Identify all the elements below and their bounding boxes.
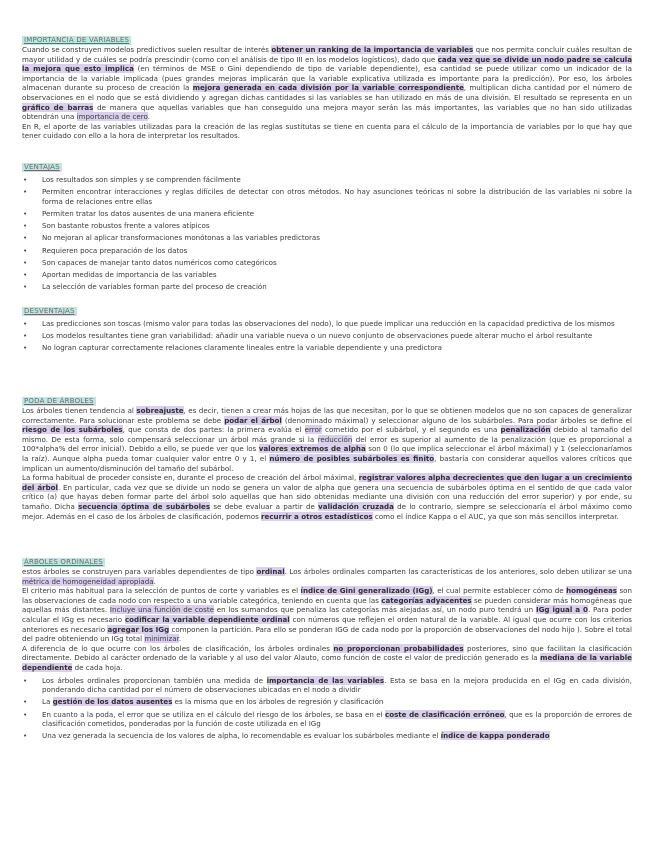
text-run: , multiplican dicha cantidad por el número de observaciones en el nodo que se está dividiendo y agregan dichas cantidades si las variables se han utilizado en más de una división. El resultado se representa en un — [22, 83, 632, 102]
list-item — [22, 233, 632, 243]
text-run: de lo contrario, siempre se seleccionaría el árbol máximo como mejor. Además en el caso de los árboles de clasificación, podemos — [22, 501, 632, 521]
bullet-list — [22, 175, 632, 292]
highlighted-text: registrar valores alpha decrecientes que den lugar a un crecimiento del árbol — [22, 473, 632, 492]
highlighted-text: gráfico de barras — [22, 102, 94, 112]
text-run: se pueden considerar más homogéneas que aquellas más distantes. — [22, 595, 632, 615]
highlighted-text: mejora generada en cada división por la variable correspondiente — [192, 83, 464, 93]
text-run: . Para poder calcular el IGg es necesario — [22, 605, 632, 624]
text-run: Requieren poca preparación de los datos — [42, 245, 188, 255]
section-poda — [22, 396, 632, 521]
text-run: , que consta de dos partes: la primera evalúa el — [122, 425, 305, 435]
paragraph — [22, 586, 632, 644]
section-importancia — [22, 35, 632, 141]
text-run: No mejoran al aplicar transformaciones monótonas a las variables predictoras — [42, 233, 320, 243]
text-run: , bastaría con considerar aquellos valores críticos que implican un aumento/disminución del tamaño del subárbol. — [22, 453, 633, 473]
highlighted-text: podar el árbol — [224, 415, 282, 425]
text-run: en los sumandos que penaliza las categorías más alejadas así, un nodo puro tendrá un — [213, 605, 536, 615]
text-run: La forma habitual de proceder consiste en, durante el proceso de creación del árbol máximal, — [22, 473, 359, 483]
list-item — [22, 319, 632, 329]
highlighted-text: coste de clasificación erróneo — [384, 709, 505, 719]
highlighted-text: IGg igual a 0 — [535, 605, 588, 615]
text-run: cometido por el subárbol, y el segundo es una — [321, 425, 501, 435]
paragraph — [22, 406, 632, 473]
highlighted-text: ordinal — [256, 567, 285, 576]
text-run: que nos permita concluir cuáles resultan de mayor utilidad y de cuáles se podría prescindir (como con el análisis de tipo III en los modelos logísticos), dado que — [22, 45, 632, 64]
paragraph — [22, 473, 632, 521]
text-run: es la misma que en los árboles de regresión y clasificación — [172, 697, 384, 707]
list-item — [22, 710, 632, 729]
highlighted-text: error — [304, 425, 322, 435]
section-heading: ÁRBOLES ORDINALES — [24, 558, 103, 566]
text-run: . En particular, cada vez que se divide un nodo se genera un valor de alpha que genera una secuencia de subárboles óptima en el sentido de que cada valor crítico (a) que hayas deben formar parte del árbol solo aquellas que han sido obtenidas mediante una división con una reducción del error superior) y por ende, su tamaño. Dicha — [22, 482, 632, 511]
highlighted-text: penalización — [500, 425, 551, 435]
text-run: . — [178, 634, 182, 644]
list-item — [22, 697, 632, 707]
highlighted-text: no proporcionan probabilidades — [333, 643, 464, 653]
text-run: de cada hoja. — [72, 662, 123, 672]
text-run: se debe evaluar a partir de — [210, 501, 319, 511]
text-run: , el cual permite establecer cómo de — [432, 586, 567, 596]
list-item — [22, 343, 632, 353]
list-item — [22, 282, 632, 292]
highlighted-text: riesgo de los subárboles — [22, 425, 123, 435]
highlighted-text: valores extremos de alpha — [258, 444, 366, 454]
section-heading: VENTAJAS — [24, 163, 60, 171]
list-item — [22, 258, 632, 268]
text-run: como el índice Kappa o el AUC, ya que son más sencillos interpretar. — [372, 511, 619, 521]
paragraph — [22, 122, 632, 141]
text-run: En cuanto a la poda, el error que se utiliza en el cálculo del riesgo de los árboles, se basa en el — [42, 709, 385, 719]
text-run: de manera que aquellas variables que han conseguido una mejora mayor serán las más importantes, las variables que no han sido utilizadas obtendrán una — [22, 102, 632, 122]
text-run: En R, el aporte de las variables utilizadas para la creación de las reglas sustitutas se tiene en cuenta para el cálculo de la importancia de variables por lo que hay que tener cuidado con ello a la hora de interpretar los resultados. — [22, 121, 632, 141]
list-item — [22, 187, 632, 206]
highlighted-text: recurrir a otros estadísticos — [261, 511, 373, 521]
highlighted-text: agregar los IGg — [107, 624, 170, 634]
text-run: Cuando se construyen modelos predictivos suelen resultar de interés — [22, 45, 272, 54]
text-run: estos árboles se construyen para variables dependientes de tipo — [22, 567, 257, 576]
text-run: (en términos de MSE o Gini dependiendo de tipo de variable dependiente), esa cantidad se puede utilizar como un indicador de la importancia de la variable implicada (pues grandes mejoras implicarán que la variable explicativa utilizada es importante para la predicción). Por eso, los árboles almacenan durante su proceso de creación la — [22, 64, 632, 93]
text-run: . Los árboles ordinales comparten las características de los anteriores, solo deben utilizar se una — [284, 567, 632, 576]
section-body — [22, 406, 632, 521]
text-run: Las predicciones son toscas (mismo valor para todas las observaciones del nodo), lo que puede implicar una reducción en la capacidad predictiva de los mismos — [42, 319, 615, 328]
text-run: Los modelos resultantes tiene gran variabilidad: añadir una variable nueva o un nuevo conjunto de observaciones puede alterar mucho el árbol resultante — [42, 331, 593, 341]
list-item — [22, 270, 632, 280]
highlighted-text: índice de Gini generalizado (IGg) — [300, 586, 433, 596]
highlighted-text: reducción — [317, 434, 353, 444]
text-run: Son capaces de manejar tanto datos numéricos como categóricos — [42, 257, 277, 267]
text-run: . — [147, 112, 150, 122]
text-run: debido al tamaño del mismo. De esta forma, solo compensará seleccionar un árbol más grande si la — [22, 425, 632, 444]
text-run: , que es la proporción de errores de clasificación cometidos, ponderadas por la función de coste utilizada en el IGg — [42, 709, 632, 729]
text-run: La selección de variables forman parte del proceso de creación — [42, 282, 267, 292]
section-heading: IMPORTANCIA DE VARIABLES — [24, 36, 130, 44]
highlighted-text: métrica de homogeneidad apropiada — [22, 576, 154, 586]
highlighted-text: obtener un ranking de la importancia de variables — [271, 45, 474, 54]
highlighted-text: Incluye una función de coste — [109, 605, 214, 615]
text-run: La — [42, 697, 53, 707]
section-desventajas — [22, 306, 632, 356]
text-run: Permiten tratar los datos ausentes de una manera eficiente — [42, 208, 255, 218]
section-heading: DESVENTAJAS — [24, 307, 75, 315]
highlighted-text: importancia de las variables — [266, 675, 385, 685]
section-ventajas — [22, 162, 632, 294]
highlighted-text: secuencia óptima de subárboles — [78, 501, 211, 511]
list-item — [22, 175, 632, 185]
section-heading: PODA DE ÁRBOLES — [24, 397, 94, 405]
highlighted-text: homogéneas — [566, 586, 618, 596]
list-item — [22, 209, 632, 219]
list-item — [22, 731, 632, 741]
text-run: del error es superior al aumento de la penalización (que es proporcional a 100*alpha% del error inicial). Debido a ello, se puede ver que los — [22, 434, 633, 454]
text-run: Los resultados son simples y se comprenden fácilmente — [42, 175, 241, 184]
paragraph — [22, 644, 632, 673]
text-run: El criterio más habitual para la selección de puntos de corte y variables es el — [22, 586, 301, 596]
text-run: Los árboles tienen tendencia al — [22, 406, 137, 415]
highlighted-text: índice de kappa ponderado — [440, 731, 550, 741]
section-ordinales — [22, 557, 632, 743]
highlighted-text: mediana de la variable dependiente — [22, 653, 632, 672]
text-run: con números que reflejen el orden natural de la variable. Al igual que ocurre con los criterios anteriores es necesario — [22, 614, 632, 634]
list-item — [22, 221, 632, 231]
bullet-list — [22, 319, 632, 353]
text-run: posteriores, sino que facilitan la clasificación directamente. Debido al carácter ordenado de la variable y al uso del valor Alauto, como función de coste el valor de predicción generado es la — [22, 643, 632, 663]
list-item — [22, 676, 632, 695]
highlighted-text: número de posibles subárboles es finito — [269, 453, 435, 463]
list-item — [22, 246, 632, 256]
text-run: No logran capturar correctamente relaciones claramente lineales entre la variable dependiente y una predictora — [42, 343, 442, 353]
paragraph — [22, 45, 632, 122]
text-run: , es decir, tienen a crear más hojas de las que necesitan, por lo que se obtienen modelos que no son capaces de generalizar correctamente. Para solucionar este problema se debe — [22, 406, 633, 425]
text-run: Aportan medidas de importancia de las variables — [42, 269, 217, 279]
highlighted-text: codificar la variable dependiente ordinal — [124, 614, 290, 624]
highlighted-text: validación cruzada — [318, 501, 394, 511]
highlighted-text: sobreajuste — [136, 406, 184, 415]
text-run: Son bastante robustos frente a valores atípicos — [42, 221, 210, 231]
highlighted-text: minimizar — [144, 634, 179, 644]
text-run: A diferencia de lo que ocurre con los árboles de clasificación, los árboles ordinales — [22, 643, 334, 653]
bullet-list — [22, 676, 632, 741]
text-run: son 0 (lo que implica seleccionar el árbol máximal) y 1 (seleccionaríamos la raíz). Aunque alpha pueda tomar cualquier valor entre 0 y 1, el — [22, 444, 632, 463]
text-run: Los árboles ordinales proporcionan también una medida de — [42, 675, 267, 685]
section-body — [22, 567, 632, 673]
text-run: Permiten encontrar interacciones y reglas difíciles de detectar con otros métodos. No hay asunciones teóricas ni sobre la distribución de las variables ni sobre la forma de relaciones entre ellas — [42, 187, 632, 206]
list-item — [22, 331, 632, 341]
text-run: . Esta se basa en la mejora producida en el IGg en cada división, ponderando dicha cantidad por el número de observaciones ubicadas en el nodo a dividir — [42, 675, 632, 695]
text-run: . — [153, 576, 156, 586]
text-run: Una vez generada la secuencia de los valores de alpha, lo recomendable es evaluar los subárboles mediante el — [42, 731, 441, 741]
text-run: componen la partición. Para ello se ponderan IGG de cada nodo por la proporción de observaciones del nodo hijo ). Sobre el total del padre obteniendo un IGg total — [22, 624, 632, 644]
highlighted-text: categorías adyacentes — [381, 595, 472, 605]
highlighted-text: gestión de los datos ausentes — [52, 697, 173, 707]
text-run: (denominado máximal) y seleccionar alguno de los subárboles. Para podar árboles se define el — [281, 415, 632, 425]
section-body — [22, 45, 632, 141]
paragraph — [22, 567, 632, 586]
text-run: son las observaciones de cada nodo con respecto a una variable categórica, teniendo en cuenta que las — [22, 586, 632, 605]
highlighted-text: importancia de cero — [76, 112, 148, 122]
highlighted-text: cada vez que se divide un nodo padre se calcula la mejora que esto implica — [22, 54, 633, 74]
